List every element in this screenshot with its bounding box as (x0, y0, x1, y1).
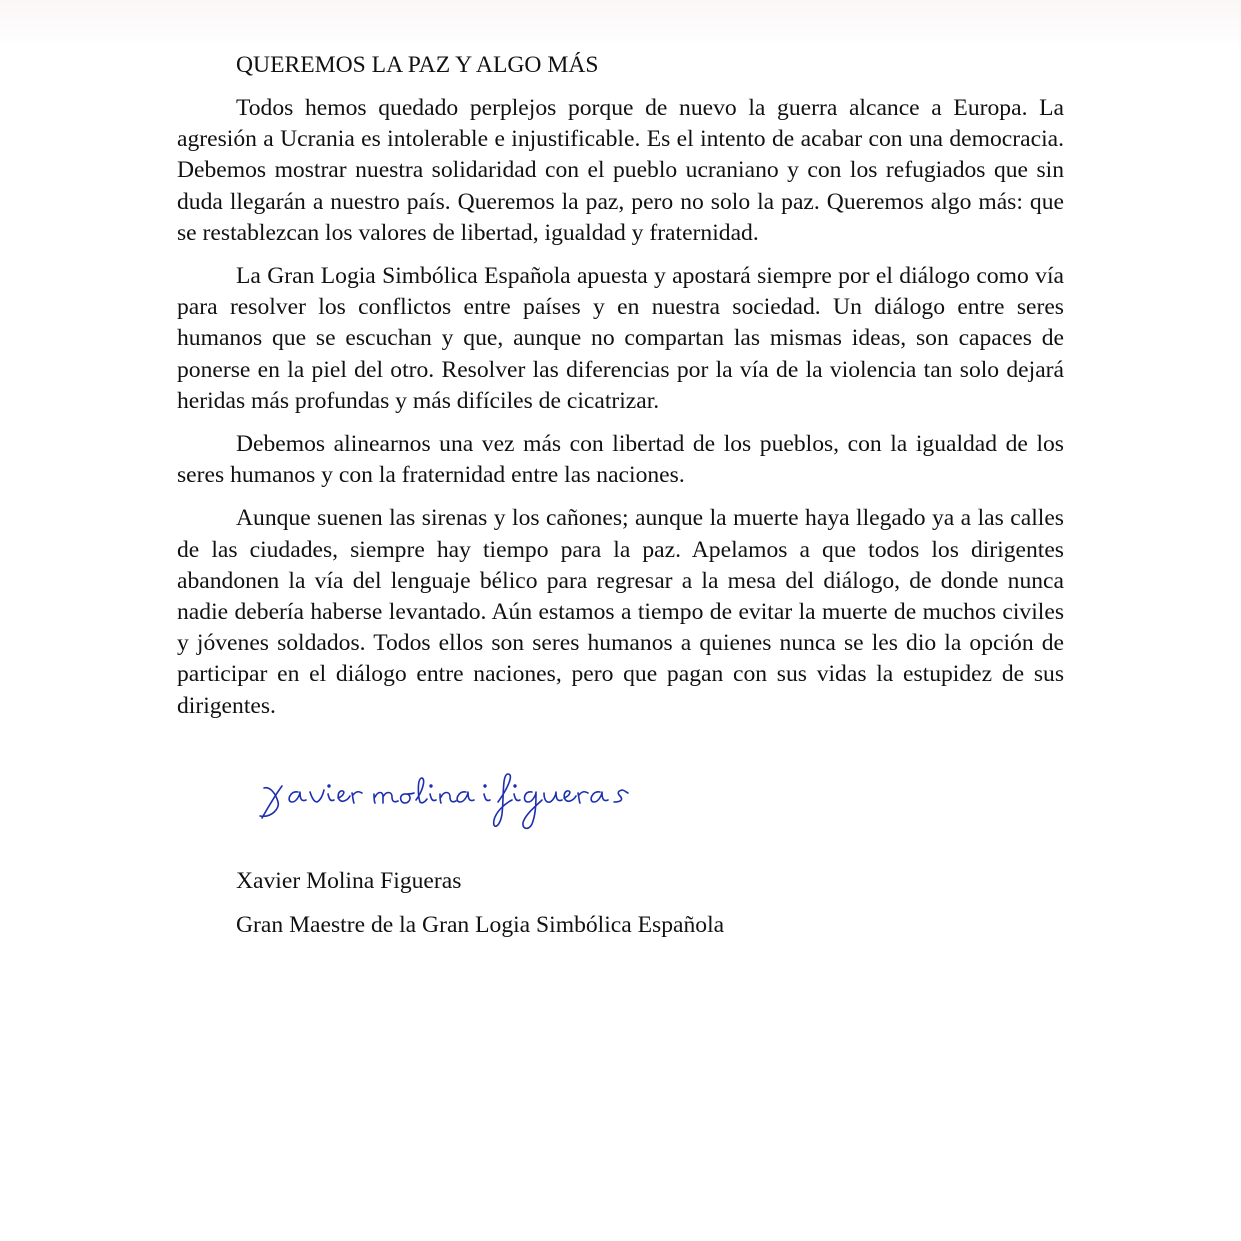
letter-title: QUEREMOS LA PAZ Y ALGO MÁS (236, 52, 599, 78)
signer-role: Gran Maestre de la Gran Logia Simbólica Española (236, 912, 725, 938)
paragraph-3: Debemos alinearnos una vez más con libertad de los pueblos, con la igualdad de los seres humanos y con la fraternidad entre las naciones. (177, 431, 1064, 489)
paragraph-4: Aunque suenen las sirenas y los cañones; aunque la muerte haya llegado ya a las calles de las ciudades, siempre hay tiempo para la paz. Apelamos a que todos los dirigentes abandonen la vía del lenguaje bélico para regresar a la mesa del diálogo, de donde nunca nadie debería haberse levantado. Aún estamos a tiempo de evitar la muerte de muchos civiles y jóvenes soldados. Todos ellos son seres humanos a quienes nunca se les dio la opción de participar en el diálogo entre naciones, pero que pagan con sus vidas la estupidez de sus dirigentes. (177, 505, 1064, 719)
signer-name: Xavier Molina Figueras (236, 868, 462, 894)
page-top-band (0, 0, 1241, 46)
handwritten-signature (252, 766, 642, 836)
letter-body (177, 50, 1064, 722)
paragraph-2: La Gran Logia Simbólica Española apuesta y apostará siempre por el diálogo como vía para resolver los conflictos entre países y en nuestra sociedad. Un diálogo entre seres humanos que se escuchan y que, aunque no compartan las mismas ideas, son capaces de ponerse en la piel del otro. Resolver las diferencias por la vía de la violencia tan solo dejará heridas más profundas y más difíciles de cicatrizar. (177, 263, 1064, 414)
paragraph-1: Todos hemos quedado perplejos porque de nuevo la guerra alcance a Europa. La agresión a Ucrania es intolerable e injustificable. Es el intento de acabar con una democracia. Debemos mostrar nuestra solidaridad con el pueblo ucraniano y con los refugiados que sin duda llegarán a nuestro país. Queremos la paz, pero no solo la paz. Queremos algo más: que se restablezcan los valores de libertad, igualdad y fraternidad. (177, 95, 1064, 246)
